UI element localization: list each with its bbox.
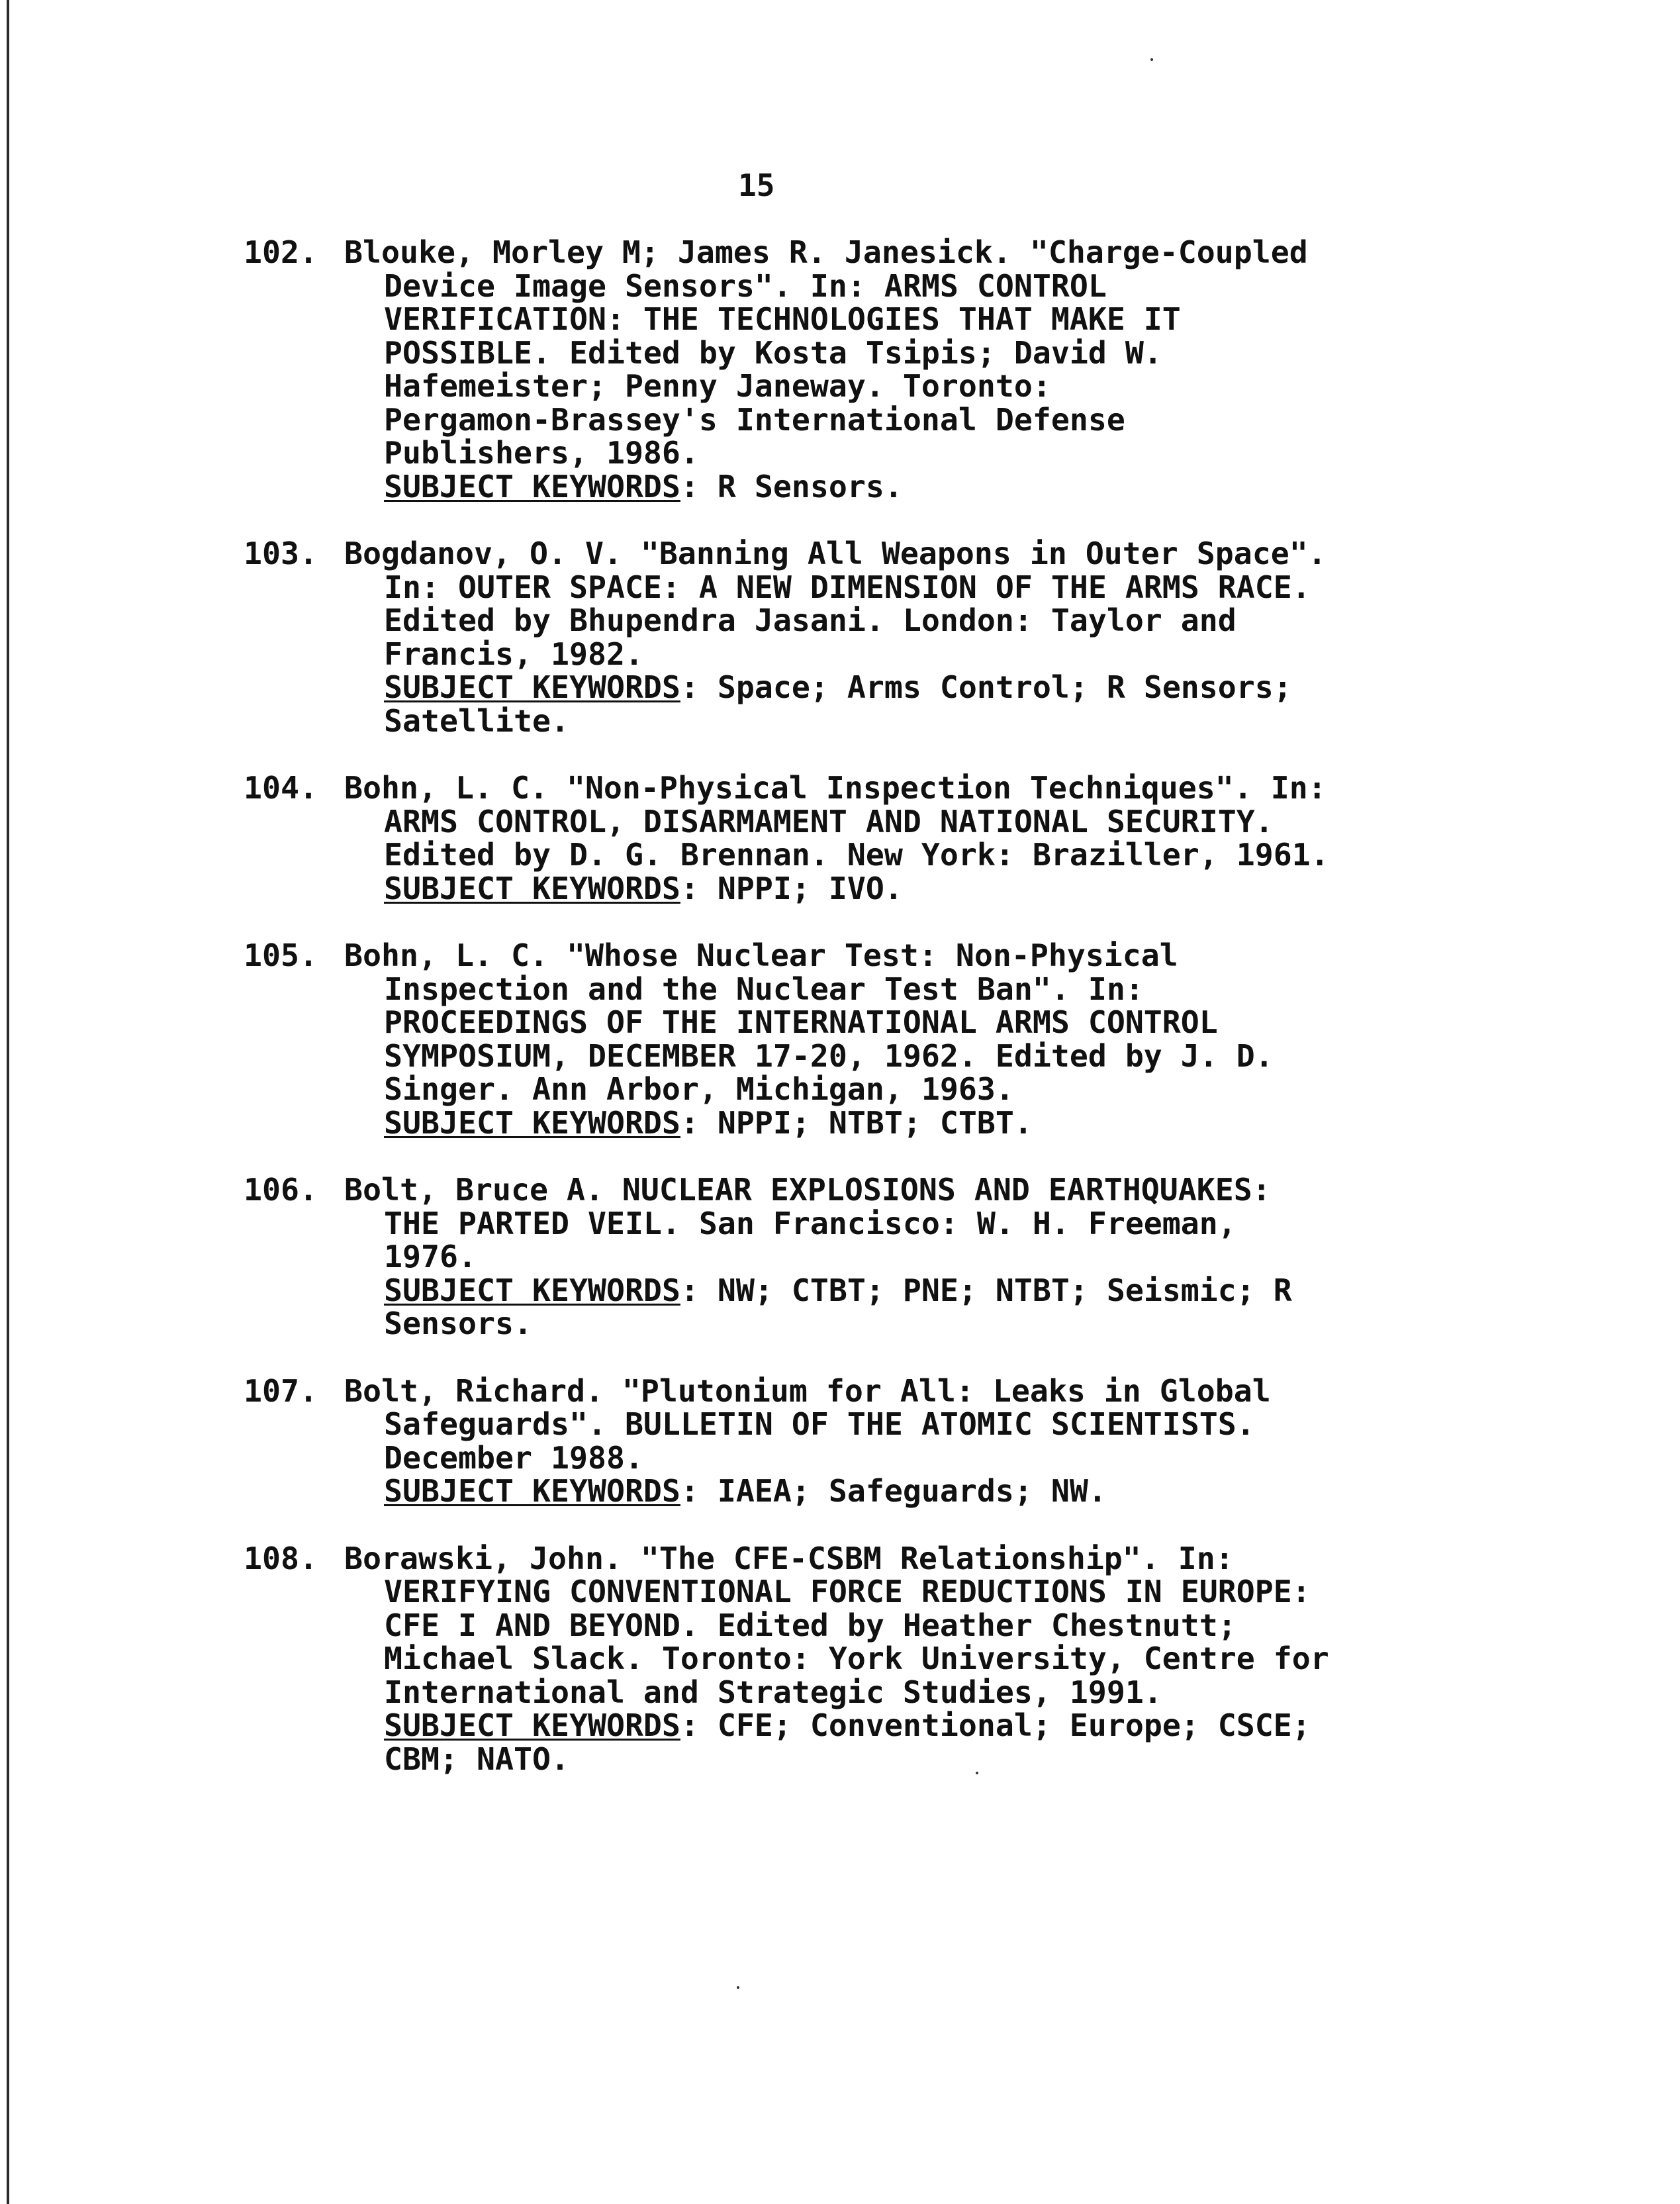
entry-line: PROCEEDINGS OF THE INTERNATIONAL ARMS CONTROL [384, 1004, 1218, 1040]
entry-line: SYMPOSIUM, DECEMBER 17-20, 1962. Edited by J. D. [384, 1037, 1274, 1074]
bibliography-entry [244, 939, 1455, 1139]
entry-line: Hafemeister; Penny Janeway. Toronto: [384, 368, 1051, 404]
subject-keywords-continued: Satellite. [384, 702, 569, 739]
entry-line: POSSIBLE. Edited by Kosta Tsipis; David W. [384, 334, 1162, 371]
bibliography-entry [244, 1542, 1455, 1776]
subject-keywords [344, 671, 1455, 704]
bibliography-entry [244, 537, 1455, 738]
subject-keywords-continued: Sensors. [384, 1306, 532, 1341]
subject-keywords-label: SUBJECT KEYWORDS [384, 1272, 680, 1308]
entry-line: VERIFICATION: THE TECHNOLOGIES THAT MAKE IT [384, 301, 1181, 337]
entry-first-line: Bogdanov, O. V. "Banning All Weapons in Outer Space". [344, 536, 1327, 571]
entry-line: In: OUTER SPACE: A NEW DIMENSION OF THE ARMS RACE. [384, 569, 1311, 605]
subject-keywords-value: : Space; Arms Control; R Sensors; [680, 669, 1292, 705]
entry-line: Michael Slack. Toronto: York University, Centre for [384, 1641, 1329, 1676]
entry-line: CFE I AND BEYOND. Edited by Heather Chestnutt; [384, 1607, 1237, 1643]
subject-keywords [344, 1709, 1455, 1743]
subject-keywords [344, 1474, 1455, 1508]
entry-line: Pergamon-Brassey's International Defense [384, 401, 1125, 438]
page-left-edge [7, 0, 9, 2204]
subject-keywords-label: SUBJECT KEYWORDS [384, 1104, 680, 1141]
entry-line: 1976. [384, 1239, 477, 1274]
entry-first-line: Bohn, L. C. "Non-Physical Inspection Techniques". In: [344, 770, 1327, 806]
subject-keywords-label: SUBJECT KEYWORDS [384, 669, 680, 705]
entry-line: International and Strategic Studies, 1991. [384, 1674, 1162, 1710]
scan-speck [737, 1986, 739, 1989]
entry-first-line: Bohn, L. C. "Whose Nuclear Test: Non-Physical [344, 937, 1178, 973]
entry-number: 108. [244, 1540, 318, 1576]
subject-keywords-value: : R Sensors. [680, 468, 903, 504]
page-number: 15 [738, 168, 775, 203]
bibliography-entry [244, 1374, 1455, 1508]
entry-first-line: Bolt, Bruce A. NUCLEAR EXPLOSIONS AND EARTHQUAKES: [344, 1172, 1271, 1208]
entry-number: 106. [244, 1172, 318, 1208]
subject-keywords-value: : NPPI; IVO. [680, 870, 903, 906]
subject-keywords-value: : NW; CTBT; PNE; NTBT; Seismic; R [680, 1272, 1292, 1308]
entry-line: Edited by D. G. Brennan. New York: Braziller, 1961. [384, 837, 1329, 873]
subject-keywords [344, 1274, 1455, 1308]
entry-line: Singer. Ann Arbor, Michigan, 1963. [384, 1071, 1014, 1107]
subject-keywords-label: SUBJECT KEYWORDS [384, 1707, 680, 1743]
bibliography-entry [244, 771, 1455, 905]
subject-keywords-continued: CBM; NATO. [384, 1741, 569, 1777]
entry-line: December 1988. [384, 1439, 643, 1476]
bibliography-entry [244, 1173, 1455, 1341]
entry-line: Device Image Sensors". In: ARMS CONTROL [384, 267, 1107, 304]
bibliography-entry [244, 236, 1455, 503]
subject-keywords-value: : CFE; Conventional; Europe; CSCE; [680, 1707, 1311, 1743]
entry-line: Francis, 1982. [384, 636, 643, 672]
entry-number: 103. [244, 536, 318, 571]
subject-keywords-label: SUBJECT KEYWORDS [384, 1473, 680, 1509]
subject-keywords [344, 470, 1455, 504]
entry-number: 102. [244, 234, 318, 270]
entry-line: Edited by Bhupendra Jasani. London: Taylor and [384, 602, 1237, 638]
subject-keywords-label: SUBJECT KEYWORDS [384, 870, 680, 906]
entry-line: VERIFYING CONVENTIONAL FORCE REDUCTIONS IN EUROPE: [384, 1574, 1311, 1609]
subject-keywords-label: SUBJECT KEYWORDS [384, 468, 680, 504]
entry-first-line: Bolt, Richard. "Plutonium for All: Leaks in Global [344, 1372, 1271, 1409]
entry-line: THE PARTED VEIL. San Francisco: W. H. Freeman, [384, 1205, 1237, 1241]
entry-number: 107. [244, 1372, 318, 1409]
entry-first-line: Blouke, Morley M; James R. Janesick. "Charge-Coupled [344, 234, 1308, 270]
subject-keywords [344, 872, 1455, 906]
entry-line: Inspection and the Nuclear Test Ban". In: [384, 971, 1144, 1007]
subject-keywords-value: : IAEA; Safeguards; NW. [680, 1473, 1107, 1509]
subject-keywords-value: : NPPI; NTBT; CTBT. [680, 1104, 1033, 1141]
bibliography-list [244, 236, 1455, 1809]
scan-speck [1150, 58, 1153, 61]
entry-first-line: Borawski, John. "The CFE-CSBM Relationship". In: [344, 1540, 1234, 1576]
entry-number: 105. [244, 937, 318, 973]
entry-number: 104. [244, 770, 318, 806]
entry-line: Publishers, 1986. [384, 435, 699, 471]
entry-line: Safeguards". BULLETIN OF THE ATOMIC SCIENTISTS. [384, 1406, 1255, 1442]
subject-keywords [344, 1106, 1455, 1140]
entry-line: ARMS CONTROL, DISARMAMENT AND NATIONAL SECURITY. [384, 803, 1274, 839]
